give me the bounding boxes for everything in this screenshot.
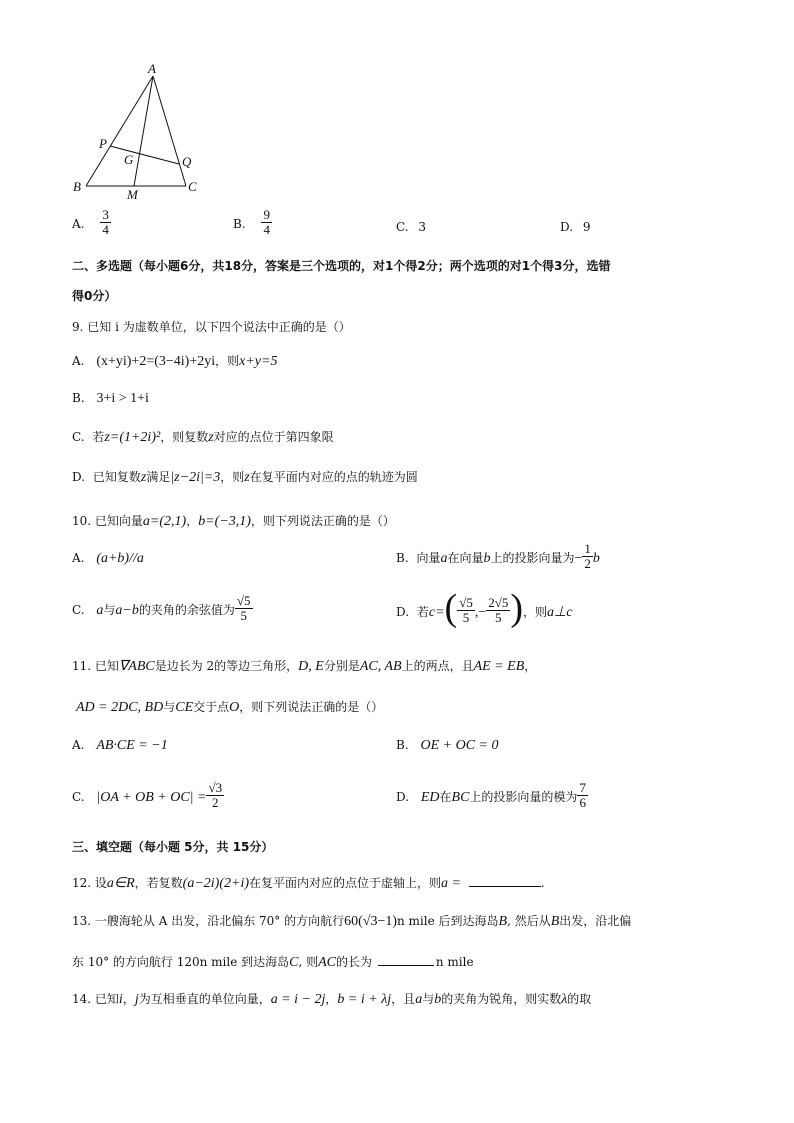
math-var: z	[244, 470, 250, 485]
q11-option-c[interactable]	[72, 781, 224, 810]
math-expr: AB·CE = −1	[96, 738, 168, 753]
q9-stem: 9. 已知 i 为虚数单位，以下四个说法中正确的是（）	[72, 320, 351, 334]
math-expr: D, E	[298, 659, 324, 674]
math-var: b	[483, 551, 491, 566]
text: 若	[92, 430, 105, 444]
math-expr: a =	[441, 876, 461, 891]
math-expr: x+y=5	[239, 354, 278, 369]
math-expr: b=(−3,1)	[198, 514, 251, 529]
q10-option-b[interactable]	[396, 542, 600, 571]
label-b: B	[73, 179, 81, 194]
denominator: 5	[495, 609, 502, 625]
math-expr: a=(2,1)	[142, 514, 187, 529]
math-expr: b = i + λj	[337, 992, 392, 1007]
text: 是边长为 2的等边三角形，	[154, 659, 299, 673]
math-var: a	[96, 603, 104, 618]
text: 上的投影向量为	[490, 551, 575, 565]
q11-option-d[interactable]	[396, 781, 588, 810]
text: ，	[325, 992, 338, 1006]
denominator: 2	[584, 556, 591, 571]
math-var: a	[415, 992, 423, 1007]
answer-blank[interactable]	[378, 953, 434, 966]
option-letter: C.	[72, 603, 85, 617]
text: 出发，沿北偏	[559, 914, 632, 928]
option-letter: A.	[72, 354, 85, 368]
text: 14. 已知	[72, 992, 119, 1006]
text: ，	[186, 514, 199, 528]
fraction	[206, 781, 224, 810]
text: 的夹角的余弦值为	[138, 603, 235, 617]
fraction	[235, 594, 253, 623]
q11-option-b[interactable]	[396, 738, 498, 754]
denominator: 4	[102, 222, 109, 237]
text: 交于点	[193, 700, 230, 714]
q14	[72, 990, 591, 1008]
math-expr: OE + OC = 0	[420, 738, 499, 753]
text: ，则	[220, 470, 245, 484]
q10-option-c[interactable]	[72, 594, 253, 623]
math-expr: |OA + OB + OC| =	[96, 790, 207, 805]
math-expr: AC, AB	[359, 659, 402, 674]
option-letter: B.	[396, 738, 409, 752]
section-3-header: 三、填空题（每小题 5分，共 15分）	[72, 840, 274, 854]
text: 在复平面内对应的点位于虚轴上，则	[249, 876, 442, 890]
text: ，	[122, 992, 135, 1006]
label-c: C	[188, 179, 197, 194]
text: 与	[103, 603, 116, 617]
q10-stem	[72, 512, 395, 530]
option-letter: D.	[396, 790, 410, 804]
text: ，则	[523, 604, 548, 619]
text: 的取	[567, 992, 592, 1006]
math-var: i	[118, 992, 123, 1007]
math-expr: (x+yi)+2=(3−4i)+2yi	[96, 354, 216, 369]
denominator: 5	[240, 608, 247, 623]
math-expr: c=	[428, 604, 445, 620]
option-letter: C.	[72, 430, 85, 444]
numerator: 2√5	[488, 594, 509, 610]
text: 12. 设	[72, 876, 107, 890]
numerator: √5	[459, 594, 473, 610]
option-letter: C.	[396, 220, 409, 234]
q10-option-a[interactable]	[72, 551, 144, 567]
text: 与	[163, 700, 176, 714]
fraction	[582, 542, 593, 571]
math-var: z	[140, 470, 147, 485]
side-ab	[86, 76, 153, 186]
text: ，若复数	[134, 876, 183, 890]
text: 10. 已知向量	[72, 514, 143, 528]
text: ，则	[215, 354, 240, 368]
math-sign: −	[574, 551, 583, 566]
text: 分别是	[323, 659, 360, 673]
q9-option-c[interactable]	[72, 428, 334, 446]
label-p: P	[99, 136, 107, 151]
numerator: √3	[208, 780, 223, 795]
q13-line2	[72, 953, 474, 971]
math-var: C	[289, 955, 299, 970]
text: 上的投影向量的模为	[469, 790, 578, 804]
text: 在	[439, 790, 452, 804]
q8-option-b[interactable]	[233, 208, 272, 237]
label-g: G	[124, 152, 134, 167]
q10-option-d[interactable]	[396, 588, 572, 632]
text: 为互相垂直的单位向量，	[138, 992, 271, 1006]
fraction	[100, 208, 111, 237]
triangle-figure	[66, 60, 216, 210]
denominator: 2	[212, 795, 219, 810]
text: 在复平面内对应的点的轨迹为圆	[249, 470, 418, 484]
math-var: z	[208, 430, 214, 445]
fraction	[457, 596, 475, 625]
numerator: 3	[102, 207, 109, 222]
q13-line1	[72, 912, 631, 930]
math-expr: BC	[451, 790, 470, 805]
text: ，则复数	[160, 430, 209, 444]
math-var: a	[440, 551, 448, 566]
q11-stem-line1	[72, 657, 536, 675]
option-value: 3	[418, 220, 427, 234]
text: , 然后从	[507, 914, 551, 928]
math-sep: ,−	[474, 604, 487, 620]
fraction	[486, 596, 510, 625]
option-letter: A.	[72, 217, 85, 231]
q12	[72, 874, 545, 892]
math-expr: a−b	[115, 603, 139, 618]
math-expr: a⊥c	[547, 604, 573, 620]
segment-pq	[110, 146, 179, 164]
option-letter: B.	[396, 551, 409, 565]
paren-open: (	[444, 587, 458, 629]
math-expr: |z−2i|=3	[170, 470, 221, 485]
numerator: 9	[263, 207, 270, 222]
q8-option-c[interactable]	[396, 220, 426, 234]
option-letter: D.	[396, 604, 410, 619]
q9-option-a[interactable]	[72, 352, 277, 370]
denominator: 6	[579, 795, 586, 810]
math-expr: CE	[175, 700, 194, 715]
text: 的夹角为锐角，则实数	[441, 992, 562, 1006]
text: 向量	[416, 551, 441, 565]
math-var: B	[550, 914, 560, 929]
q9-option-d[interactable]	[72, 468, 418, 486]
option-letter: B.	[72, 391, 85, 405]
text: ，	[524, 659, 537, 673]
math-expr: z=(1+2i)²	[104, 430, 161, 445]
math-expr: ∇ABC	[118, 659, 155, 674]
text: 在向量	[447, 551, 484, 565]
text: 若	[416, 604, 429, 619]
math-expr: AE = EB	[473, 659, 525, 674]
label-a: A	[148, 61, 156, 76]
paren-close: )	[510, 587, 524, 629]
math-expr: (a+b)//a	[96, 551, 144, 566]
text: , 则	[298, 955, 319, 969]
text: n mile 后到达海岛	[397, 914, 499, 928]
unit: n mile	[435, 955, 474, 969]
text: .	[540, 876, 545, 890]
math-var: b	[592, 551, 600, 566]
option-letter: A.	[72, 738, 85, 752]
section-2-header: 二、多选题（每小题6分，共18分，答案是三个选项的，对1个得2分；两个选项的对1个得3分，选错	[72, 259, 611, 273]
text: ，则下列说法正确的是（）	[250, 514, 395, 528]
text: 已知复数	[92, 470, 141, 484]
math-var: AC	[318, 955, 337, 970]
label-m: M	[127, 187, 138, 202]
q11-stem-line2	[76, 698, 383, 716]
text: 对应的点位于第四象限	[213, 430, 334, 444]
math-var: j	[134, 992, 139, 1007]
fraction	[577, 781, 588, 810]
text: 的长为	[336, 955, 373, 969]
text: 上的两点，且	[401, 659, 474, 673]
math-expr: 60(√3−1)	[344, 914, 397, 929]
math-var: b	[434, 992, 442, 1007]
math-expr: a∈R	[106, 876, 135, 891]
answer-blank[interactable]	[469, 874, 541, 887]
math-var: B	[498, 914, 508, 929]
q11-option-a[interactable]	[72, 738, 168, 754]
math-expr: ED	[420, 790, 440, 805]
option-value: 9	[582, 220, 591, 234]
text: 满足	[146, 470, 171, 484]
denominator: 4	[263, 222, 270, 237]
text: 东 10° 的方向航行 120n mile 到达海岛	[72, 955, 290, 969]
math-expr: O	[229, 700, 240, 715]
text: ，则下列说法正确的是（）	[239, 700, 384, 714]
q8-option-a[interactable]	[72, 208, 111, 237]
label-q: Q	[182, 154, 192, 169]
q8-option-d[interactable]	[560, 220, 590, 234]
option-letter: B.	[233, 217, 246, 231]
option-letter: D.	[72, 470, 86, 484]
option-letter: A.	[72, 551, 85, 565]
math-expr: 3+i > 1+i	[96, 391, 149, 406]
numerator: 1	[584, 541, 591, 556]
text: 13. 一艘海轮从 A 出发，沿北偏东 70° 的方向航行	[72, 914, 345, 928]
math-expr: a = i − 2j	[270, 992, 326, 1007]
side-ac	[153, 76, 186, 186]
q9-option-b[interactable]	[72, 391, 149, 407]
option-letter: D.	[560, 220, 574, 234]
math-expr: (a−2i)(2+i)	[182, 876, 249, 891]
math-var: λ	[561, 992, 568, 1007]
option-letter: C.	[72, 790, 85, 804]
denominator: 5	[462, 609, 470, 625]
numerator: √5	[236, 593, 251, 608]
section-2-header-cont: 得0分）	[72, 289, 117, 303]
text: 与	[422, 992, 435, 1006]
text: 11. 已知	[72, 659, 119, 673]
math-expr: AD = 2DC, BD	[76, 700, 164, 715]
fraction	[261, 208, 272, 237]
text: ，且	[391, 992, 416, 1006]
numerator: 7	[579, 780, 586, 795]
